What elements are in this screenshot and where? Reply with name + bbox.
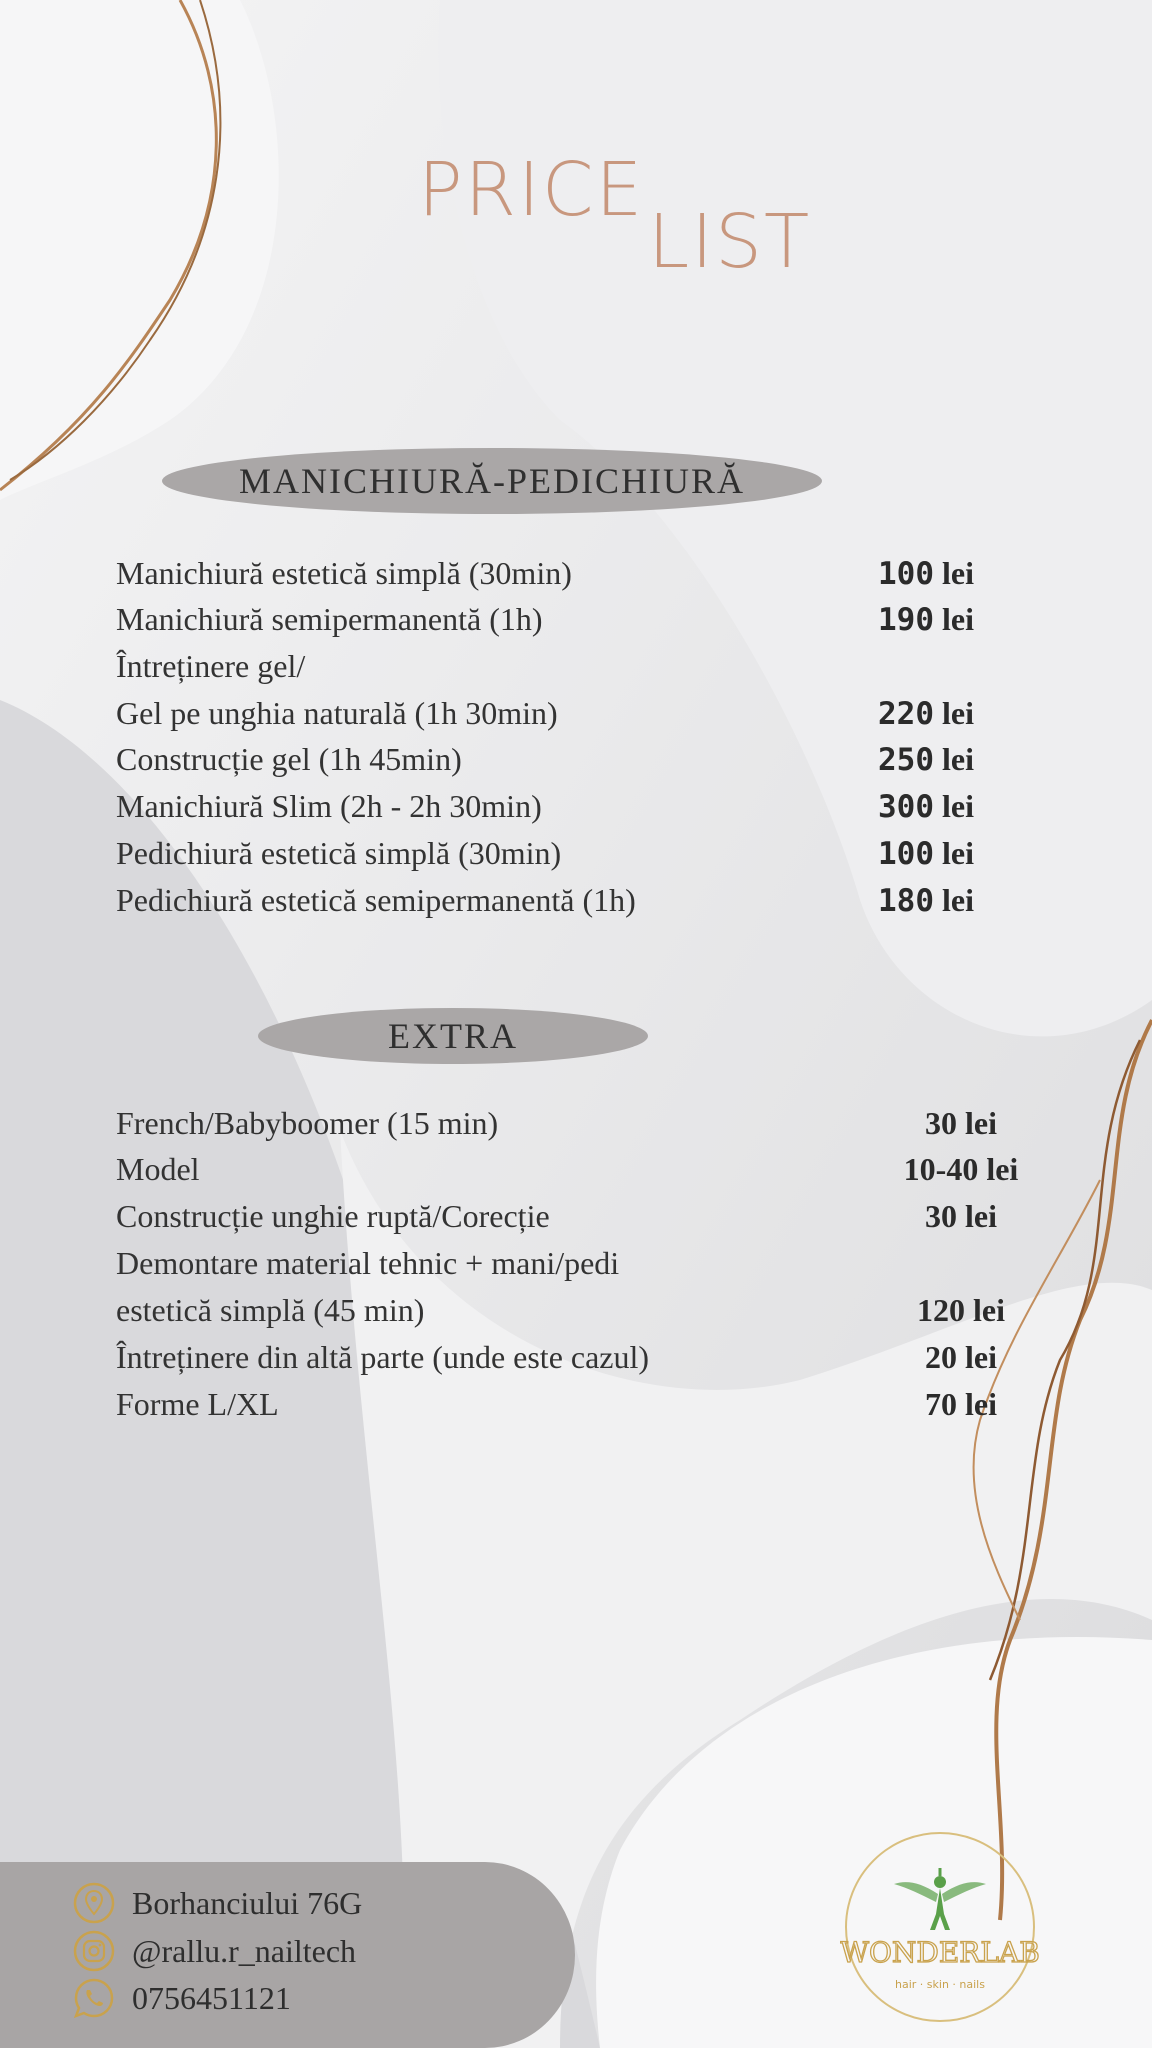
service-price: 190 lei (878, 601, 974, 638)
list-item (116, 1334, 1016, 1380)
wonderlab-logo (840, 1822, 1040, 2032)
service-price: 180 lei (878, 882, 974, 919)
list-item (116, 1100, 1016, 1146)
extra-price: 30 lei (925, 1105, 997, 1141)
logo-tagline: hair · skin · nails (895, 1978, 985, 1991)
extra-price: 30 lei (925, 1198, 997, 1234)
address-text: Borhanciului 76G (132, 1884, 363, 1921)
list-item (116, 830, 1016, 876)
list-item (116, 736, 1016, 782)
service-name: Gel pe unghia naturală (1h 30min) (116, 695, 558, 731)
price-list-title (418, 147, 818, 285)
contact-phone[interactable] (72, 1975, 291, 2021)
extra-name: Model (116, 1151, 200, 1187)
phone-number[interactable]: 0756451121 (132, 1979, 291, 2016)
list-item (116, 643, 1016, 689)
list-item (116, 783, 1016, 829)
service-price: 220 lei (878, 695, 974, 732)
service-name: Pedichiură estetică semipermanentă (1h) (116, 882, 636, 918)
list-item (116, 1381, 1016, 1427)
list-item (116, 690, 1016, 736)
service-price: 100 lei (878, 835, 974, 872)
list-item (116, 1240, 1016, 1286)
service-name: Întreținere gel/ (116, 648, 306, 684)
whatsapp-icon (72, 1976, 116, 2020)
extra-name: Întreținere din altă parte (unde este cazul) (116, 1339, 650, 1375)
extra-price: 10-40 lei (903, 1151, 1019, 1187)
extra-price: 70 lei (925, 1386, 997, 1422)
service-name: Manichiură semipermanentă (1h) (116, 601, 543, 637)
location-pin-icon (72, 1881, 116, 1925)
angel-figure-icon (894, 1868, 986, 1930)
contact-address (72, 1880, 362, 1926)
service-name: Construcție gel (1h 45min) (116, 741, 462, 777)
service-price: 100 lei (878, 555, 974, 592)
service-name: Pedichiură estetică simplă (30min) (116, 835, 562, 871)
contact-instagram[interactable] (72, 1928, 356, 1974)
list-item (116, 550, 1016, 596)
instagram-icon (72, 1929, 116, 1973)
title-word-price: PRICE (418, 147, 645, 233)
extra-name: estetică simplă (45 min) (116, 1292, 425, 1328)
service-name: Manichiură Slim (2h - 2h 30min) (116, 788, 542, 824)
extra-price: 120 lei (917, 1292, 1005, 1328)
service-price: 250 lei (878, 741, 974, 778)
extra-name: Forme L/XL (116, 1386, 279, 1422)
section-heading-manichiura-pedichiura: MANICHIURĂ-PEDICHIURĂ (162, 448, 822, 514)
list-item (116, 877, 1016, 923)
section-heading-extra: EXTRA (258, 1008, 648, 1064)
list-item (116, 1193, 1016, 1239)
list-item (116, 1146, 1019, 1192)
extra-name: Demontare material tehnic + mani/pedi (116, 1245, 620, 1281)
list-item (116, 1287, 1016, 1333)
instagram-handle[interactable]: @rallu.r_nailtech (132, 1932, 357, 1969)
service-price: 300 lei (878, 788, 974, 825)
logo-wordmark: WONDERLAB (840, 1936, 1040, 1969)
list-item (116, 596, 1016, 642)
extra-name: Construcție unghie ruptă/Corecție (116, 1198, 550, 1234)
extra-price: 20 lei (925, 1339, 997, 1375)
extra-name: French/Babyboomer (15 min) (116, 1105, 499, 1141)
service-name: Manichiură estetică simplă (30min) (116, 555, 572, 591)
title-word-list: LIST (648, 199, 812, 285)
